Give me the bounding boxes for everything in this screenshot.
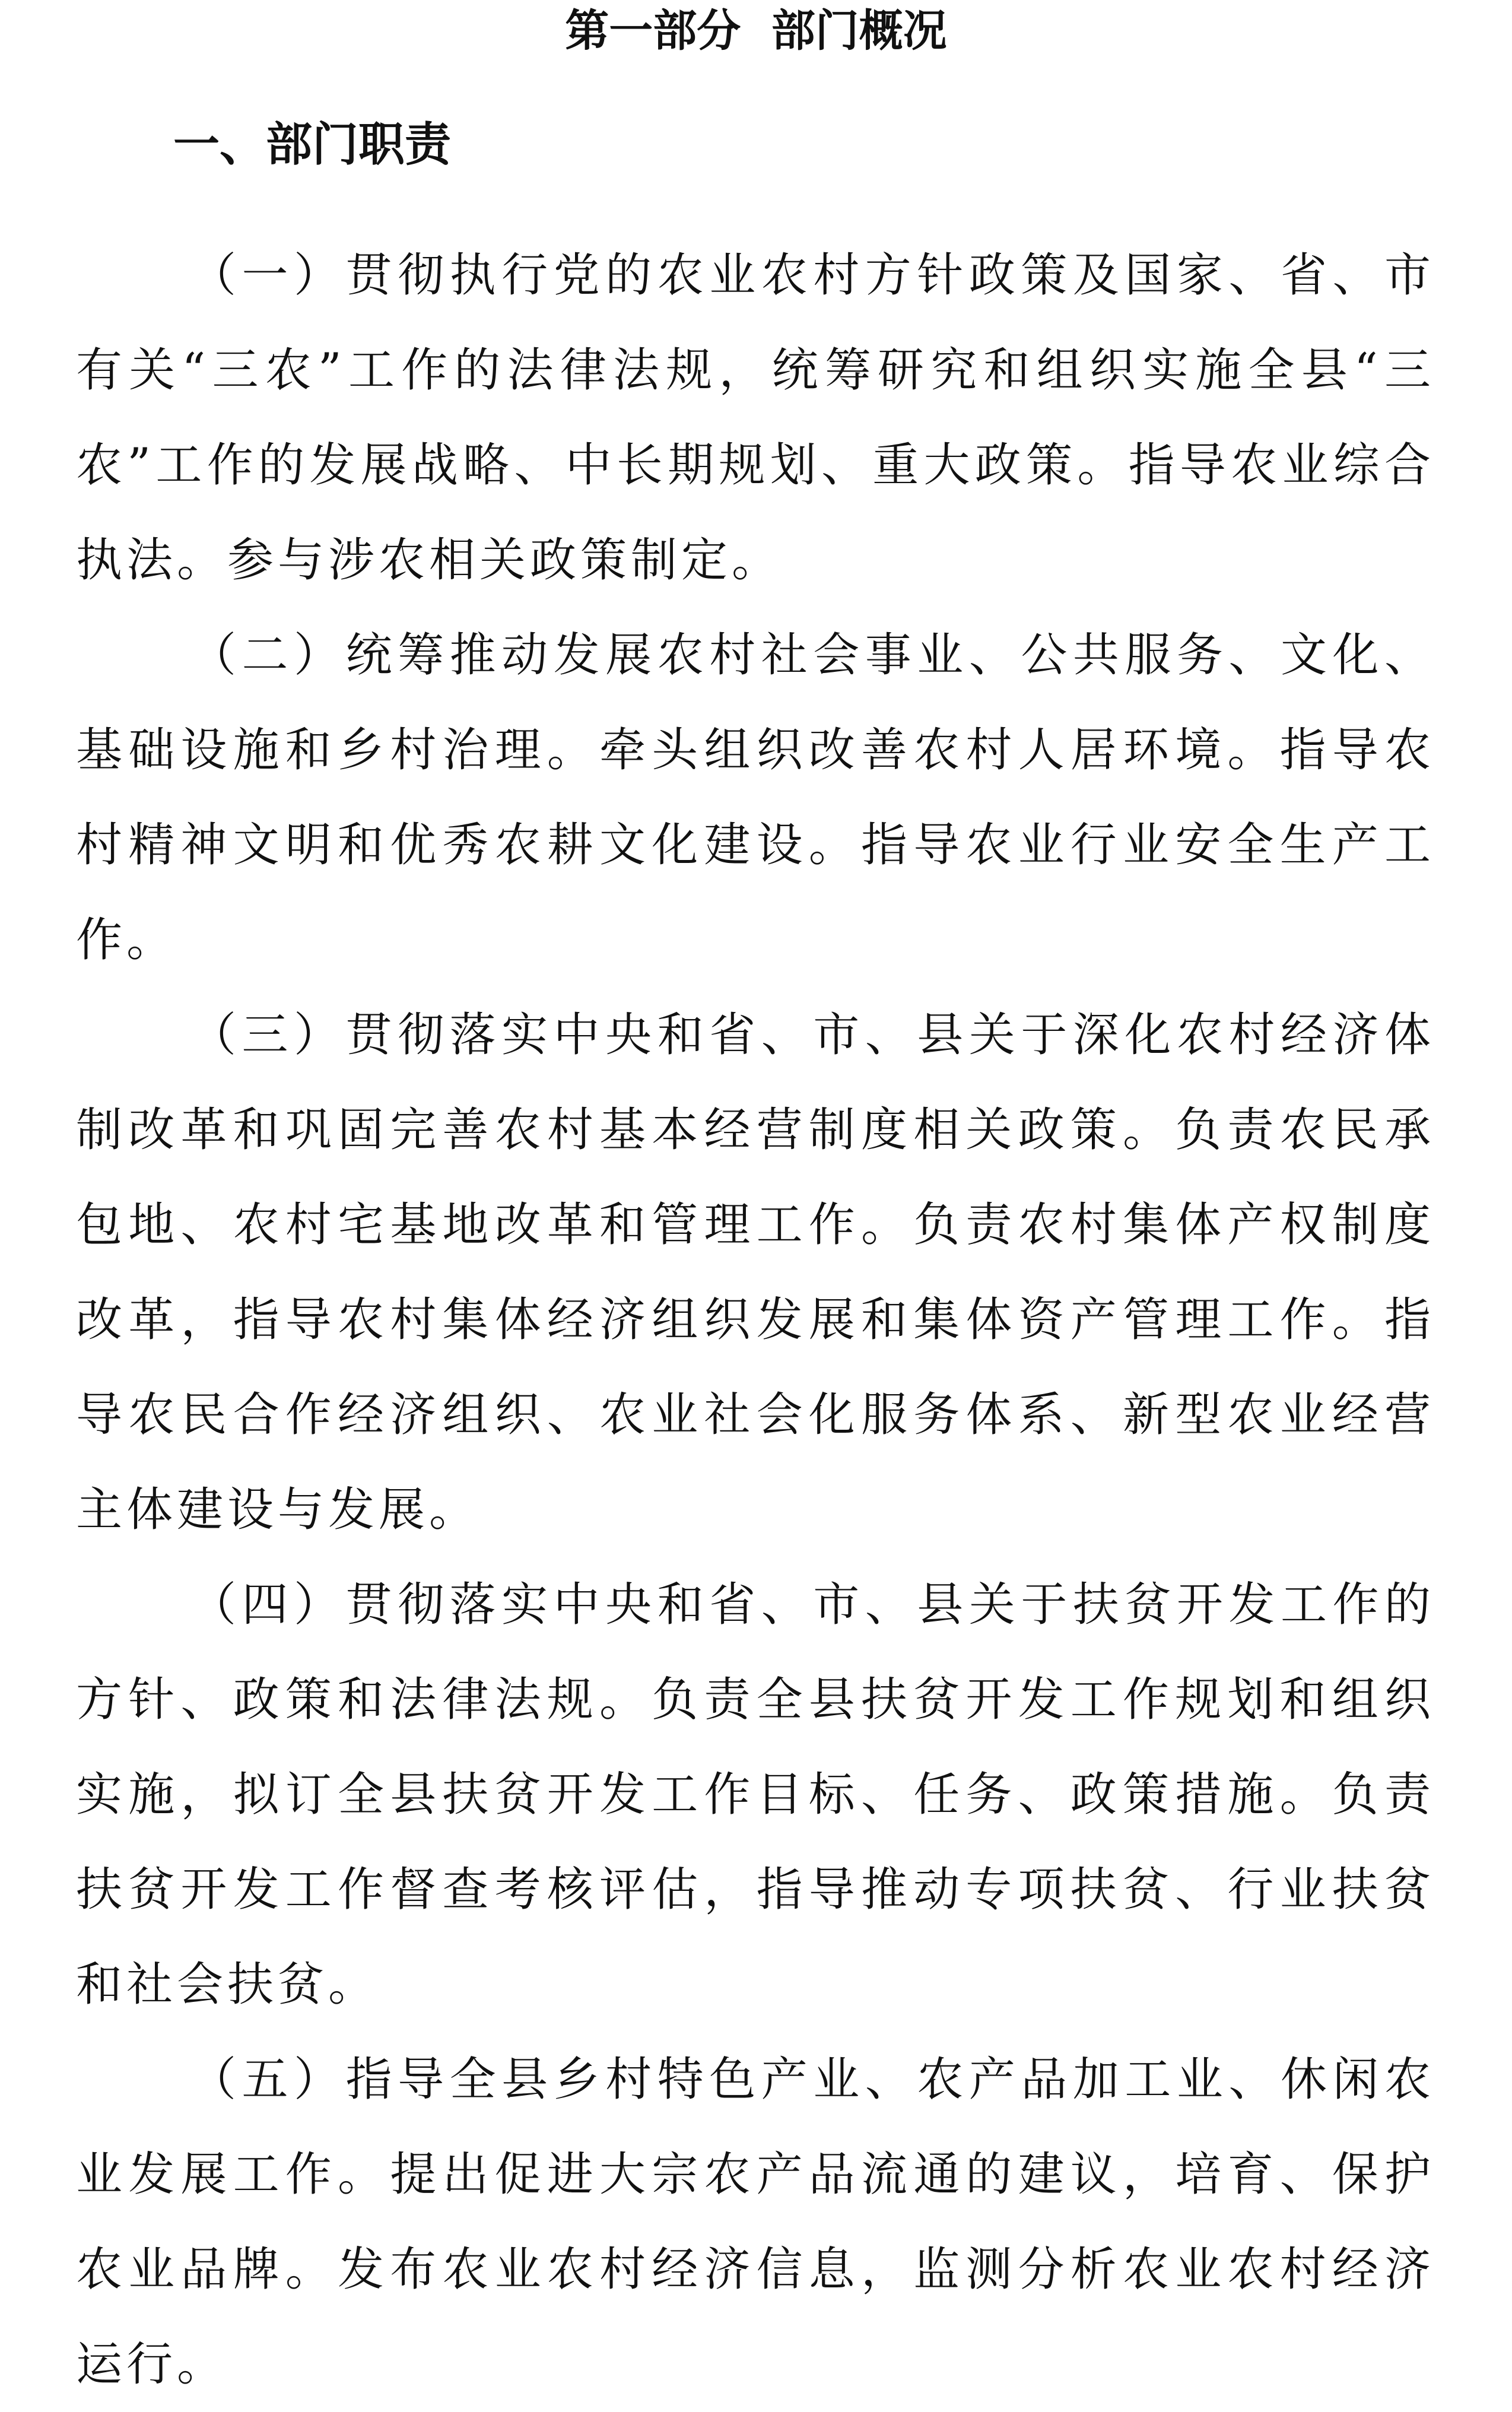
section-heading: 一、部门职责 [173,118,452,172]
paragraph-1: （一）贯彻执行党的农业农村方针政策及国家、省、市有关“三农”工作的法律法规，统筹研究和组织实施全县“三农”工作的发展战略、中长期规划、重大政策。指导农业综合执法。参与涉农相关政策制定。 [76,249,1435,587]
paragraph-3: （三）贯彻落实中央和省、市、县关于深化农村经济体制改革和巩固完善农村基本经营制度相关政策。负责农民承包地、农村宅基地改革和管理工作。负责农村集体产权制度改革，指导农村集体经济组织发展和集体资产管理工作。指导农民合作经济组织、农业社会化服务体系、新型农业经营主体建设与发展。 [76,1008,1435,1537]
document-title: 第一部分 部门概况 [565,5,947,56]
paragraph-2: （二）统筹推动发展农村社会事业、公共服务、文化、基础设施和乡村治理。牵头组织改善农村人居环境。指导农村精神文明和优秀农耕文化建设。指导农业行业安全生产工作。 [76,629,1435,967]
paragraph-5: （五）指导全县乡村特色产业、农产品加工业、休闲农业发展工作。提出促进大宗农产品流通的建议，培育、保护农业品牌。发布农业农村经济信息，监测分析农业农村经济运行。 [76,2053,1435,2391]
paragraph-4: （四）贯彻落实中央和省、市、县关于扶贫开发工作的方针、政策和法律法规。负责全县扶贫开发工作规划和组织实施，拟订全县扶贫开发工作目标、任务、政策措施。负责扶贫开发工作督查考核评估，指导推动专项扶贫、行业扶贫和社会扶贫。 [76,1578,1435,2011]
document-body [76,228,1435,2412]
